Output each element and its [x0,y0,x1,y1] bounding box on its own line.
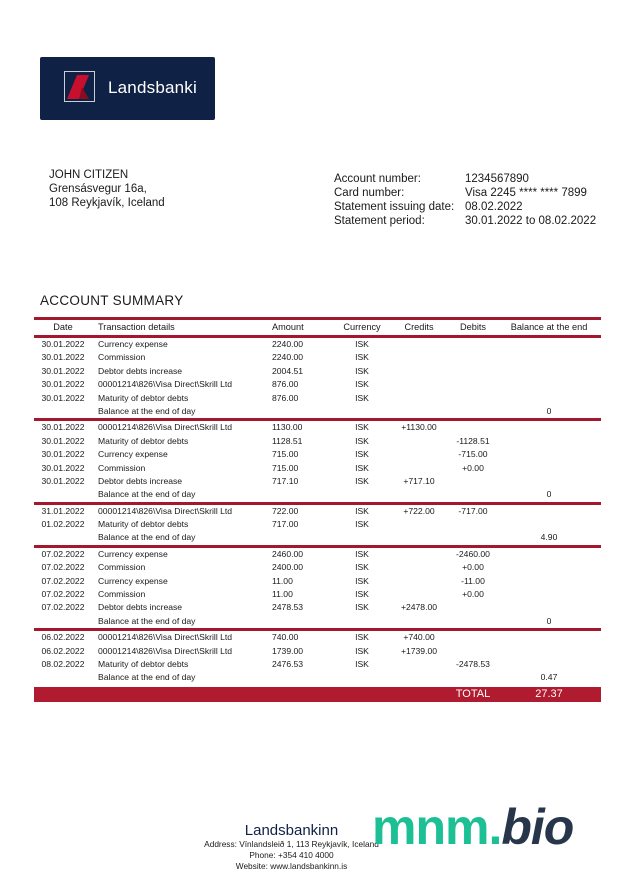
cell-amount: 722.00 [272,505,299,516]
table-row [34,435,601,448]
cell-amount: 876.00 [272,379,299,390]
cell-credits: +2478.00 [400,602,438,613]
footer-title: Landsbankinn [244,822,339,839]
col-details: Transaction details [98,322,175,332]
cell-currency: ISK [355,392,369,403]
total-value: 27.37 [535,687,563,700]
cell-details: Commission [98,562,146,573]
balance-value: 0 [546,489,552,500]
cell-debits: +0.00 [462,589,484,600]
cell-details: Commission [98,462,146,473]
table-row [34,518,601,531]
table-row [34,631,601,644]
col-currency: Currency [343,322,381,332]
cell-date: 07.02.2022 [41,602,85,613]
cell-credits: +740.00 [403,632,435,643]
col-balance: Balance at the end [510,322,588,332]
cell-date: 08.02.2022 [41,658,85,669]
cell-date: 07.02.2022 [41,548,85,559]
statement-period: 30.01.2022 to 08.02.2022 [465,215,597,227]
cell-currency: ISK [355,562,369,573]
cell-debits: -715.00 [458,449,488,460]
cell-currency: ISK [355,645,369,656]
bank-logo [40,57,215,120]
cell-amount: 2240.00 [272,339,304,349]
info-label: Statement period: [334,215,425,227]
cell-currency: ISK [355,475,369,486]
col-amount: Amount [272,322,304,332]
cell-details: Debtor debts increase [98,365,183,376]
cell-currency: ISK [355,602,369,613]
balance-label: Balance at the end of day [98,489,196,500]
cell-amount: 2460.00 [272,548,304,559]
table-row [34,475,601,488]
cell-date: 30.01.2022 [41,435,85,446]
cell-date: 30.01.2022 [41,352,85,363]
footer-website: Website: www.landsbankinn.is [235,861,348,871]
table-row [34,505,601,518]
balance-label: Balance at the end of day [98,532,196,543]
section-title: ACCOUNT SUMMARY [40,293,184,308]
watermark-a: mnm. [372,799,502,855]
cell-amount: 1128.51 [272,435,303,446]
cell-details: Currency expense [98,339,168,349]
table-row [34,601,601,614]
cell-details: 00001214\826\Visa Direct\Skrill Ltd [98,505,233,516]
cell-date: 30.01.2022 [41,392,85,403]
cell-credits: +717.10 [403,475,435,486]
cell-amount: 715.00 [272,462,299,473]
cell-details: Commission [98,352,146,363]
account-number: 1234567890 [465,173,529,185]
table-row [34,351,601,364]
cell-amount: 2476.53 [272,658,304,669]
cell-currency: ISK [355,658,369,669]
balance-value: 0 [546,615,552,626]
cell-date: 30.01.2022 [41,379,85,390]
cell-currency: ISK [355,435,369,446]
cell-currency: ISK [355,589,369,600]
table-row [34,462,601,475]
info-label: Statement issuing date: [334,201,455,213]
cell-details: Maturity of debtor debts [98,392,189,403]
cell-date: 07.02.2022 [41,589,85,600]
cell-date: 07.02.2022 [41,562,85,573]
footer-address: Address: Vínlandsleið 1, 113 Reykjavík, Iceland [204,839,379,849]
logo-mark-icon [64,71,95,102]
cell-details: Commission [98,589,146,600]
cell-debits: -1128.51 [456,435,490,446]
table-header [34,320,601,335]
watermark-b: bio [501,799,574,855]
cell-amount: 1739.00 [272,645,304,656]
footer-phone: Phone: +354 410 4000 [249,850,334,860]
cell-details: 00001214\826\Visa Direct\Skrill Ltd [98,632,233,643]
cell-details: 00001214\826\Visa Direct\Skrill Ltd [98,645,233,656]
card-number: Visa 2245 **** **** 7899 [465,187,587,199]
balance-row [34,531,601,544]
watermark [372,798,573,856]
table-row [34,658,601,671]
cell-debits: -2478.53 [456,658,490,669]
cell-currency: ISK [355,379,369,390]
cell-amount: 11.00 [272,589,293,600]
account-info [334,172,596,228]
cell-currency: ISK [355,422,369,433]
cell-details: Currency expense [98,575,168,586]
table-row [34,548,601,561]
cell-details: Maturity of debtor debts [98,658,189,669]
cell-credits: +1739.00 [400,645,438,656]
cell-currency: ISK [355,365,369,376]
table-row [34,392,601,405]
cell-date: 30.01.2022 [41,462,85,473]
cell-details: 00001214\826\Visa Direct\Skrill Ltd [98,379,233,390]
balance-row [34,405,601,418]
cell-debits: -717.00 [458,505,488,516]
table-row [34,421,601,434]
table-row [34,378,601,391]
cell-currency: ISK [355,632,369,643]
cell-amount: 717.10 [272,475,299,486]
cell-details: Debtor debts increase [98,602,183,613]
cell-amount: 2478.53 [272,602,304,613]
table-row [34,365,601,378]
cell-details: Currency expense [98,449,168,460]
cell-amount: 2004.51 [272,365,304,376]
table-row [34,588,601,601]
cell-date: 30.01.2022 [41,365,85,376]
cell-debits: +0.00 [462,562,484,573]
cell-currency: ISK [355,352,369,363]
cell-date: 06.02.2022 [41,645,85,656]
balance-label: Balance at the end of day [98,615,196,626]
cell-currency: ISK [355,575,369,586]
balance-label: Balance at the end of day [98,672,196,683]
col-credits: Credits [404,322,434,332]
customer-city: 108 Reykjavík, Iceland [49,197,165,209]
cell-date: 30.01.2022 [41,475,85,486]
info-label: Account number: [334,173,421,185]
cell-date: 01.02.2022 [41,519,85,530]
table-row [34,561,601,574]
cell-amount: 2240.00 [272,352,304,363]
cell-credits: +1130.00 [401,422,437,433]
cell-currency: ISK [355,339,369,349]
customer-street: Grensásvegur 16a, [49,183,147,195]
customer-name: JOHN CITIZEN [49,169,129,181]
table-row [34,448,601,461]
cell-details: Currency expense [98,548,168,559]
col-date: Date [53,322,73,332]
cell-debits: -11.00 [461,575,485,586]
cell-currency: ISK [355,449,369,460]
balance-value: 0 [546,405,552,416]
cell-details: 00001214\826\Visa Direct\Skrill Ltd [98,422,233,433]
cell-date: 06.02.2022 [41,632,85,643]
cell-debits: +0.00 [462,462,484,473]
cell-currency: ISK [355,519,369,530]
cell-amount: 717.00 [272,519,299,530]
cell-amount: 2400.00 [272,562,304,573]
cell-currency: ISK [355,462,369,473]
cell-date: 30.01.2022 [41,339,85,349]
cell-currency: ISK [355,505,369,516]
table-row [34,338,601,351]
cell-date: 30.01.2022 [41,422,85,433]
logo-text: Landsbanki [108,78,197,97]
cell-credits: +722.00 [403,505,435,516]
cell-currency: ISK [355,548,369,559]
cell-amount: 740.00 [272,632,299,643]
cell-amount: 1130.00 [272,422,303,433]
balance-row [34,615,601,628]
table-row [34,575,601,588]
info-label: Card number: [334,187,405,199]
balance-row [34,671,601,684]
balance-value: 4.90 [540,532,558,543]
cell-amount: 876.00 [272,392,299,403]
total-label: TOTAL [455,687,491,700]
cell-debits: -2460.00 [456,548,490,559]
balance-row [34,488,601,501]
issuing-date: 08.02.2022 [465,201,523,213]
transactions-table [34,317,601,702]
cell-details: Maturity of debtor debts [98,435,189,446]
col-debits: Debits [459,322,487,332]
cell-date: 07.02.2022 [41,575,85,586]
balance-value: 0.47 [540,672,558,683]
customer-address [49,168,165,210]
cell-details: Debtor debts increase [98,475,183,486]
balance-label: Balance at the end of day [98,405,196,416]
cell-date: 30.01.2022 [41,449,85,460]
cell-details: Maturity of debtor debts [98,519,189,530]
cell-date: 31.01.2022 [41,505,85,516]
table-row [34,645,601,658]
cell-amount: 11.00 [272,575,293,586]
cell-amount: 715.00 [272,449,299,460]
total-bar [34,687,601,702]
